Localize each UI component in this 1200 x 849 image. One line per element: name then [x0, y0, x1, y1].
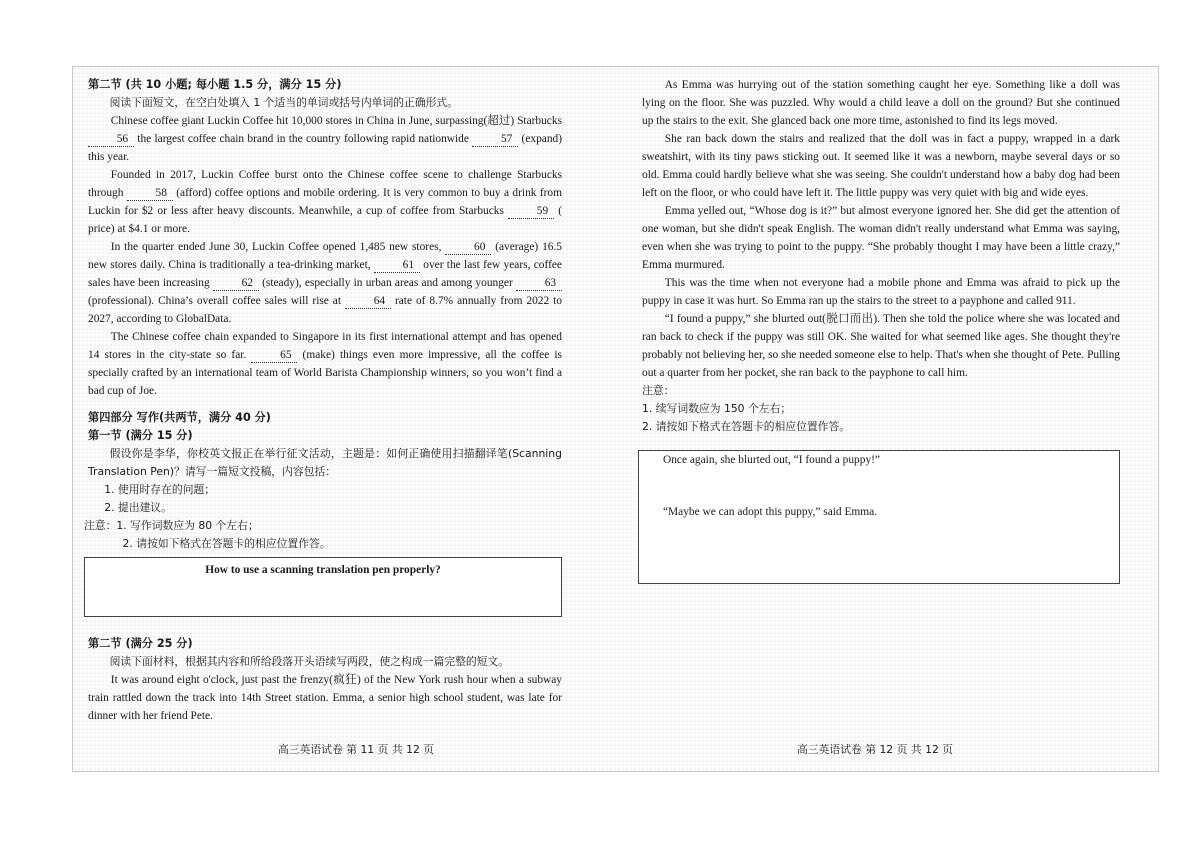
- blank-61[interactable]: 61: [374, 259, 420, 273]
- writing-note-2: 2. 请按如下格式在答题卡的相应位置作答。: [122, 537, 331, 550]
- writing-section2-prompt: 阅读下面材料，根据其内容和所给段落开头语续写两段，使之构成一篇完整的短文。: [109, 655, 510, 668]
- passage-paragraph-4: The Chinese coffee chain expanded to Singapore in its first international attempt and has opened 14 stores in the city-state so far. 65 (make) things even more impressive, all the coffee is specially crafted by an international team of World Barista Championship winners, so you won’t find a bad cup of Joe.: [88, 331, 562, 397]
- writing-section2-heading: 第二节 (满分 25 分): [88, 637, 193, 650]
- blank-58[interactable]: 58: [127, 187, 173, 201]
- answer-box-title-text: How to use a scanning translation pen properly?: [205, 564, 441, 576]
- blank-60[interactable]: 60: [445, 241, 491, 255]
- right-page: [642, 76, 1120, 584]
- part4-heading: 第四部分 写作(共两节，满分 40 分): [88, 411, 271, 424]
- writing-section1-prompt: 假设你是李华，你校英文报正在举行征文活动，主题是：如何正确使用扫描翻译笔(Scanning Translation Pen)？请写一篇短文投稿，内容包括：: [88, 447, 562, 478]
- section2-instruction: 阅读下面短文，在空白处填入 1 个适当的单词或括号内单词的正确形式。: [109, 96, 459, 109]
- continuation-note-heading: 注意：: [642, 384, 675, 397]
- continuation-note-2: 2. 请按如下格式在答题卡的相应位置作答。: [642, 420, 851, 433]
- page-footer-right: 高三英语试卷 第 12 页 共 12 页: [797, 743, 954, 756]
- blank-64[interactable]: 64: [345, 295, 391, 309]
- left-page: [84, 76, 562, 725]
- answer-box-title[interactable]: [84, 557, 562, 617]
- writing-item-2: 2. 提出建议。: [104, 501, 172, 514]
- passage-paragraph-2: Founded in 2017, Luckin Coffee burst onto the Chinese coffee scene to challenge Starbucks through 58 (afford) coffee options and mobile ordering. It is very common to buy a drink from Luckin for $2 or less after heavy discounts. Meanwhile, a cup of coffee from Starbucks 59 ( price) at $4.1 or more.: [88, 169, 562, 235]
- writing-section1-heading: 第一节 (满分 15 分): [88, 429, 193, 442]
- page-footer-left: 高三英语试卷 第 11 页 共 12 页: [278, 743, 435, 756]
- blank-63[interactable]: 63: [516, 277, 562, 291]
- passage-paragraph-3: In the quarter ended June 30, Luckin Coffee opened 1,485 new stores, 60 (average) 16.5 new stores daily. China is traditionally a tea-drinking market, 61 over the last few years, coffee sales have been increasing 62 (steady), especially in urban areas and among younger 63 (professional). China’s overall coffee sales will rise at 64 rate of 8.7% annually from 2022 to 2027, according to GlobalData.: [88, 241, 562, 325]
- continuation-opening-1: Once again, she blurted out, “I found a puppy!”: [663, 454, 880, 466]
- blank-59[interactable]: 59: [508, 205, 554, 219]
- blank-65[interactable]: 65: [251, 349, 297, 363]
- passage-paragraph-1: Chinese coffee giant Luckin Coffee hit 10,000 stores in China in June, surpassing(超过) Starbucks 56 the largest coffee chain brand in the country following rapid nationwide 57 (expand) this year.: [88, 115, 562, 163]
- story-paragraph-6: “I found a puppy,” she blurted out(脱口而出). Then she told the police where she was located and ran back to check if the puppy was still OK. She waited for what seemed like ages. She thought they're probably not believing her, so she needed someone else to help. That's when she thought of Pete. Pulling out a quarter from her pocket, she ran back to the payphone to call him.: [642, 313, 1120, 379]
- story-paragraph-3: She ran back down the stairs and realized that the doll was in fact a puppy, wrapped in a dark sweatshirt, with its tiny paws sticking out. It seemed like it was a newborn, maybe several days or so old. Emma could hardly believe what she was seeing. She couldn't understand how a baby dog had been left on the floor, or who could have left it. The little puppy was very quiet with big and wide eyes.: [642, 133, 1120, 199]
- writing-item-1: 1. 使用时存在的问题；: [104, 483, 216, 496]
- story-paragraph-4: Emma yelled out, “Whose dog is it?” but almost everyone ignored her. She did get the attention of one woman, but she didn't speak English. The woman didn't really understand what Emma was saying, even when she was trying to point to the puppy. “She probably thought I may have been a little crazy,” Emma murmured.: [642, 205, 1120, 271]
- story-paragraph-2: As Emma was hurrying out of the station something caught her eye. Something like a doll was lying on the floor. She was puzzled. Why would a child leave a doll on the ground? But she continued up the stairs to the exit. She glanced back one more time, astonished to find its legs moved.: [642, 79, 1120, 127]
- blank-57[interactable]: 57: [472, 133, 518, 147]
- continuation-opening-2: “Maybe we can adopt this puppy,” said Emma.: [663, 506, 878, 518]
- story-paragraph-1: It was around eight o'clock, just past the frenzy(疯狂) of the New York rush hour when a subway train rattled down the track into 14th Street station. Emma, a senior high school student, was late for dinner with her friend Pete.: [88, 674, 562, 722]
- continuation-note-1: 1. 续写词数应为 150 个左右；: [642, 402, 792, 415]
- section2-heading: 第二节 (共 10 小题; 每小题 1.5 分，满分 15 分): [88, 78, 342, 91]
- blank-62[interactable]: 62: [213, 277, 259, 291]
- story-paragraph-5: This was the time when not everyone had a mobile phone and Emma was afraid to pick up the puppy in case it was hurt. So Emma ran up the stairs to the street to a payphone and called 911.: [642, 277, 1120, 307]
- blank-56[interactable]: 56: [88, 133, 134, 147]
- continuation-answer-box[interactable]: [638, 450, 1120, 584]
- writing-note-1: 注意：1. 写作词数应为 80 个左右；: [84, 519, 259, 532]
